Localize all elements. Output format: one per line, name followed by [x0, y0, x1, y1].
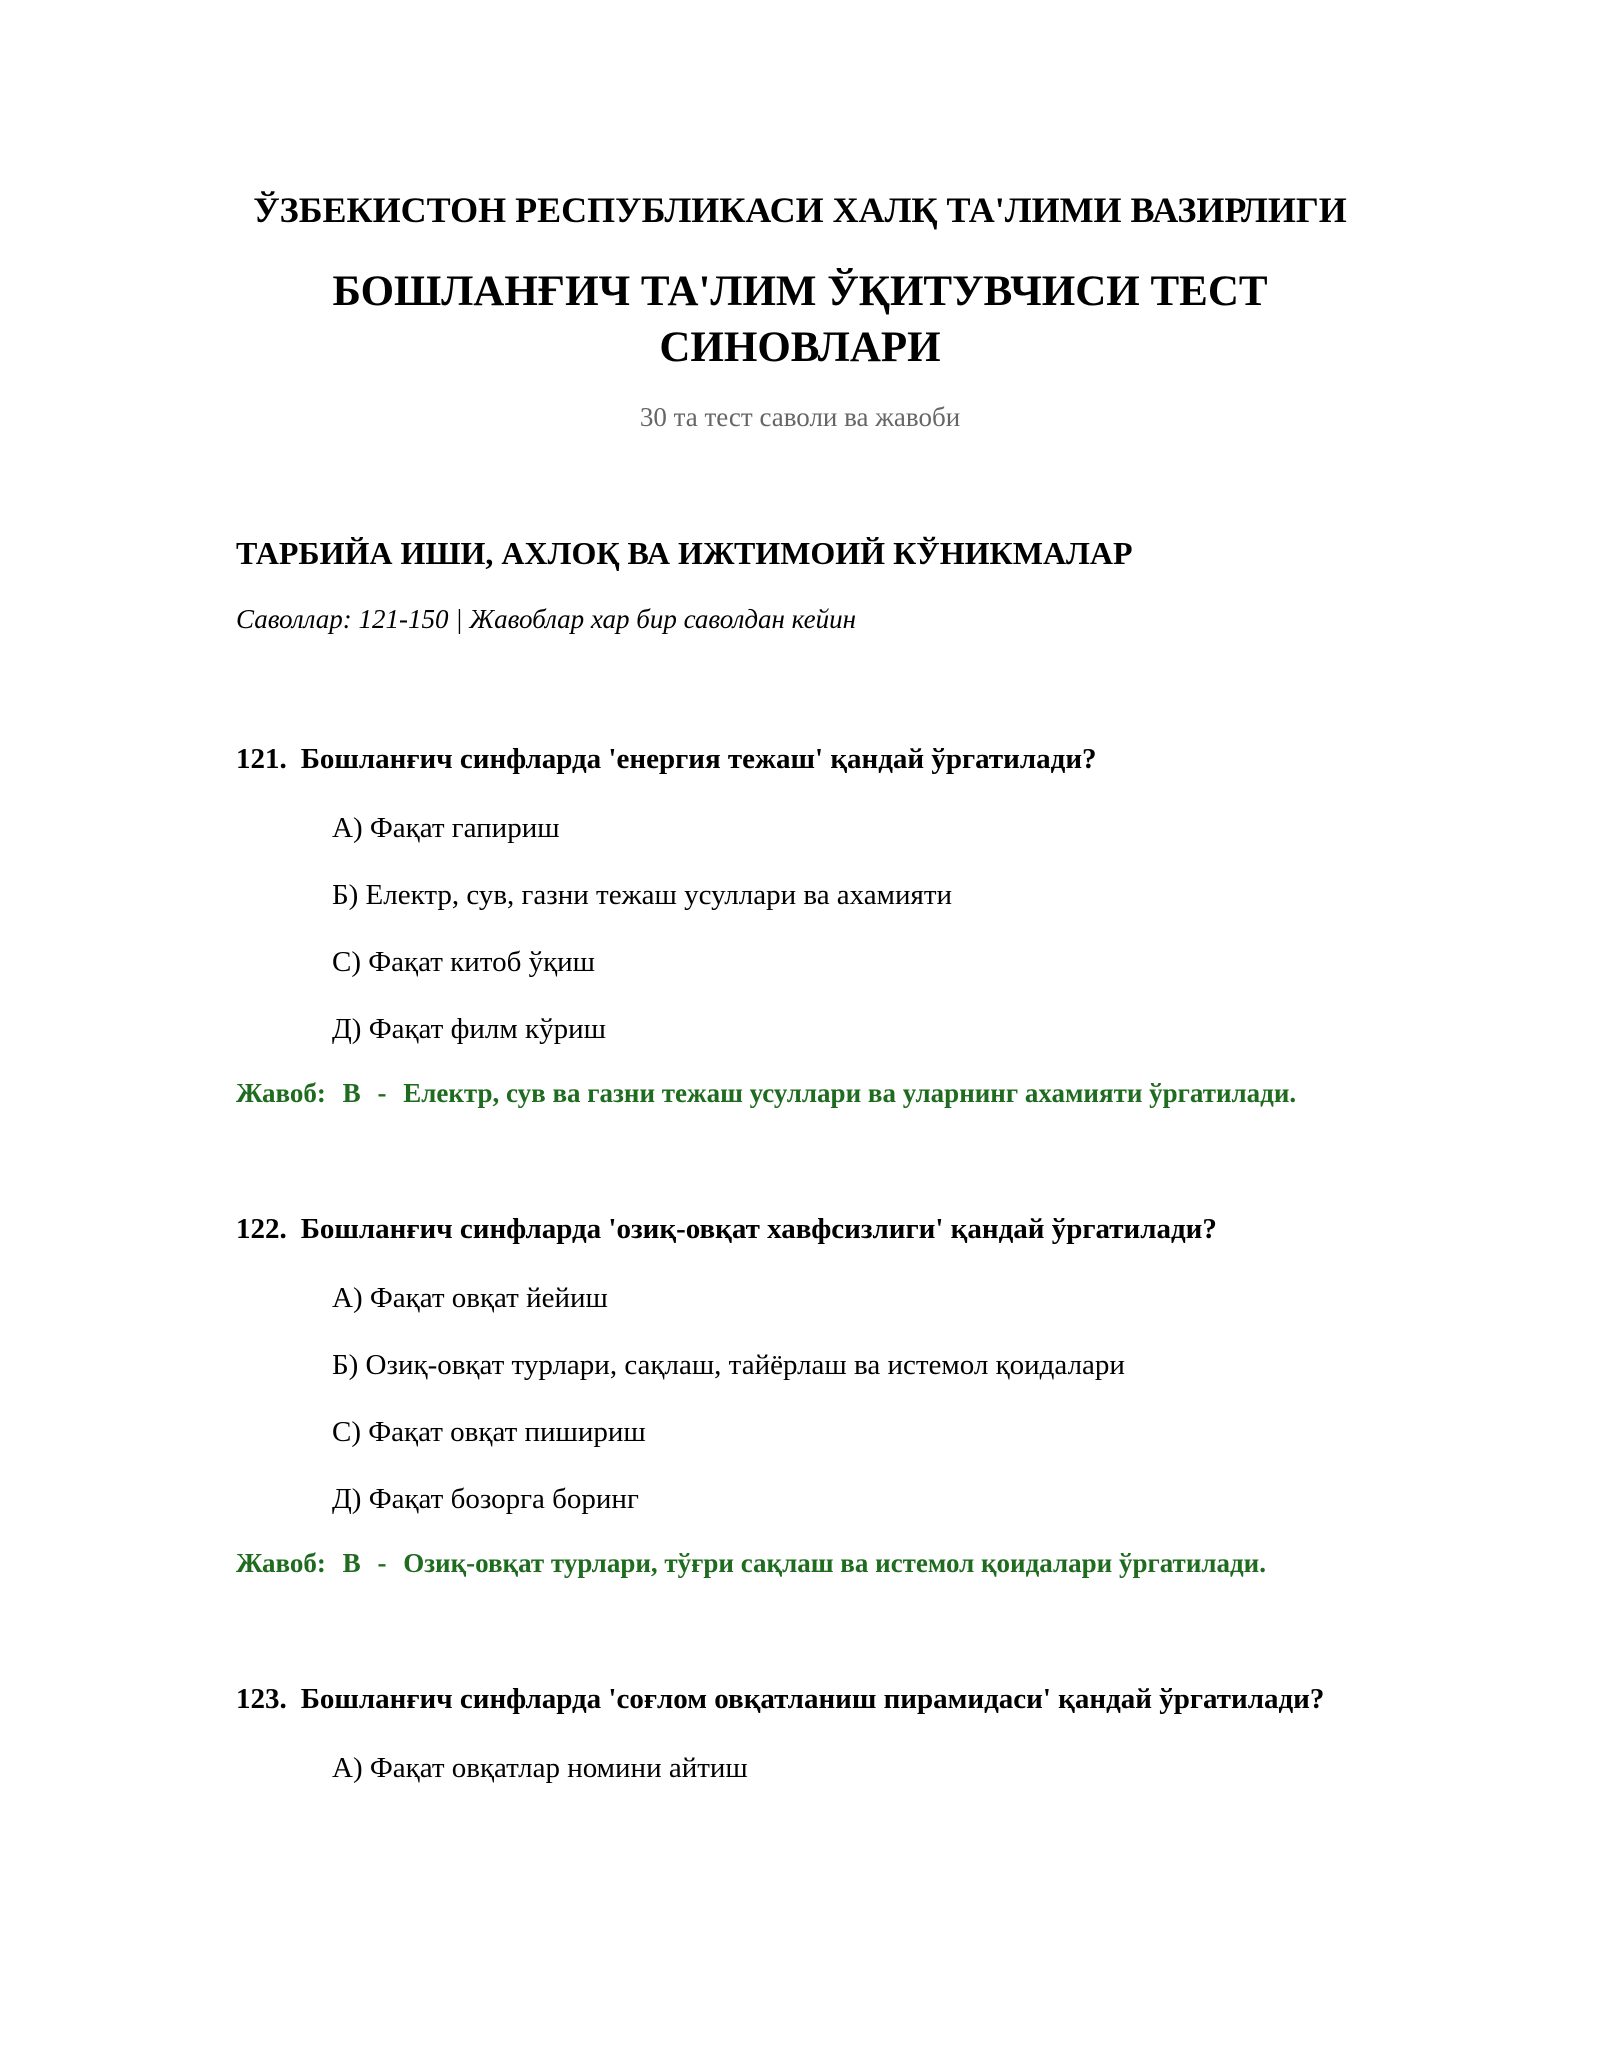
question-text	[236, 1678, 1376, 1721]
document-title-line1: БОШЛАНҒИЧ ТА'ЛИМ ЎҚИТУВЧИСИ ТЕСТ	[332, 268, 1268, 315]
answer-line	[236, 1546, 1376, 1580]
option-c: С) Фақат овқат пишириш	[332, 1416, 646, 1448]
question-number: 121.	[236, 743, 287, 775]
ministry-heading: ЎЗБЕКИСТОН РЕСПУБЛИКАСИ ХАЛҚ ТА'ЛИМИ ВАЗИРЛИГИ	[253, 190, 1347, 230]
option-b: Б) Електр, сув, газни тежаш усуллари ва ахамияти	[332, 879, 953, 911]
answer-letter: B	[342, 1548, 361, 1578]
question-123	[236, 1678, 1376, 1785]
question-text	[236, 738, 1376, 781]
question-text	[236, 1208, 1376, 1251]
answer-label: Жавоб:	[236, 1548, 326, 1578]
question-121	[236, 738, 1376, 1110]
answer-label: Жавоб:	[236, 1078, 326, 1108]
answer-text: Озиқ-овқат турлари, тўғри сақлаш ва истемол қоидалари ўргатилади.	[403, 1548, 1266, 1578]
option-a: А) Фақат гапириш	[332, 812, 560, 844]
option-b: Б) Озиқ-овқат турлари, сақлаш, тайёрлаш ва истемол қоидалари	[332, 1349, 1125, 1381]
section-note: Саволлар: 121-150 | Жавоблар хар бир саволдан кейин	[236, 604, 857, 634]
question-body: Бошланғич синфларда 'озиқ-овқат хавфсизлиги' қандай ўргатилади?	[300, 1213, 1217, 1245]
section-title: ТАРБИЙА ИШИ, АХЛОҚ ВА ИЖТИМОИЙ КЎНИКМАЛАР	[236, 535, 1133, 571]
option-a: А) Фақат овқат йейиш	[332, 1282, 608, 1314]
answer-line	[236, 1076, 1376, 1110]
question-body: Бошланғич синфларда 'соғлом овқатланиш пирамидаси' қандай ўргатилади?	[300, 1683, 1325, 1715]
option-a: А) Фақат овқатлар номини айтиш	[332, 1752, 748, 1784]
answer-separator: -	[377, 1078, 387, 1108]
question-number: 123.	[236, 1683, 287, 1715]
question-body: Бошланғич синфларда 'енергия тежаш' қандай ўргатилади?	[300, 743, 1097, 775]
answer-separator: -	[377, 1548, 387, 1578]
question-number: 122.	[236, 1213, 287, 1245]
document-subtitle: 30 та тест саволи ва жавоби	[639, 402, 961, 432]
question-122	[236, 1208, 1376, 1580]
answer-letter: B	[342, 1078, 361, 1108]
document-title-line2: СИНОВЛАРИ	[659, 324, 941, 371]
answer-text: Електр, сув ва газни тежаш усуллари ва уларнинг ахамияти ўргатилади.	[403, 1078, 1297, 1108]
option-d: Д) Фақат филм кўриш	[332, 1013, 606, 1045]
option-c: С) Фақат китоб ўқиш	[332, 946, 596, 978]
document-title	[0, 264, 1600, 376]
option-d: Д) Фақат бозорга боринг	[332, 1483, 639, 1515]
